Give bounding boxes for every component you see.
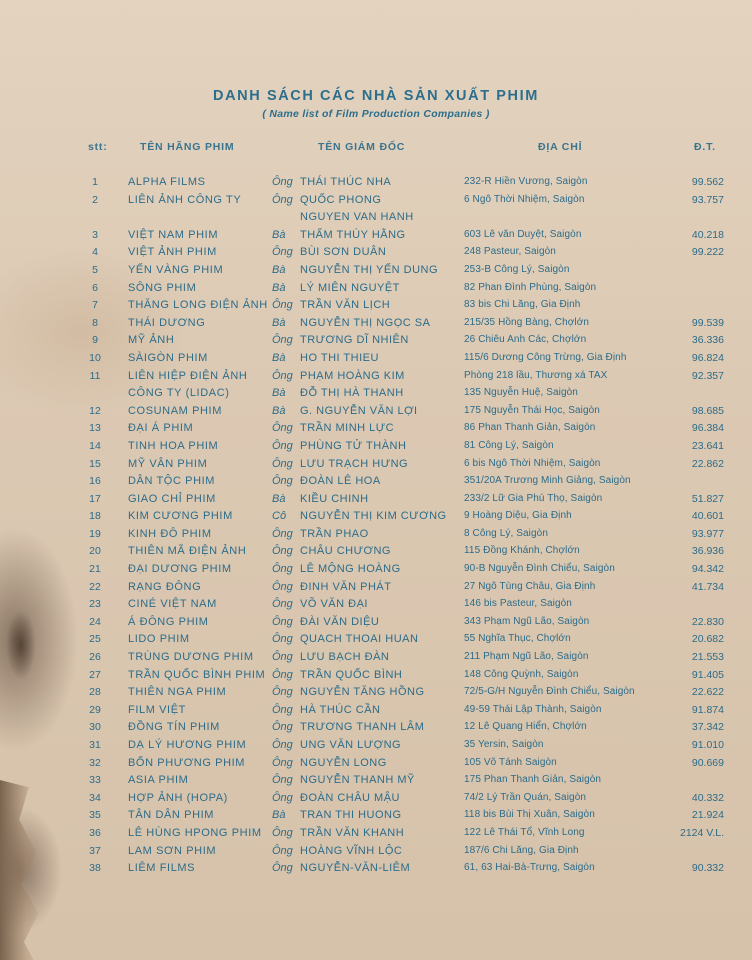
director-name: ĐỖ THỊ HÀ THANH — [300, 387, 404, 400]
table-row — [0, 317, 752, 335]
director-name: LƯU TRẠCH HƯNG — [300, 457, 409, 470]
company-name: LAM SƠN PHIM — [128, 844, 217, 857]
table-row — [0, 440, 752, 458]
company-name: KIM CƯƠNG PHIM — [128, 510, 233, 523]
phone-number: 40.218 — [691, 228, 724, 241]
address: 603 Lê văn Duyệt, Saigòn — [464, 228, 582, 240]
row-number: 16 — [89, 475, 101, 488]
company-name: ASIA PHIM — [128, 774, 189, 787]
director-title: Bà — [272, 492, 286, 505]
row-number: 26 — [89, 651, 101, 664]
phone-number: 93.977 — [691, 527, 724, 540]
company-name: DẠ LÝ HƯƠNG PHIM — [128, 739, 247, 751]
director-name: LƯU BẠCH ĐÀN — [300, 651, 390, 664]
header-stt: stt: — [88, 141, 108, 153]
director-name: TRƯƠNG THANH LÂM — [300, 721, 425, 734]
director-name: VÕ VĂN ĐẠI — [300, 598, 368, 611]
phone-number: 40.601 — [691, 510, 724, 523]
table-row — [0, 862, 752, 880]
director-title: Ông — [272, 791, 293, 804]
company-name: COSUNAM PHIM — [128, 404, 222, 417]
director-name: NGUYỄN-VĂN-LIÊM — [300, 862, 411, 875]
company-name: DÂN TỘC PHIM — [128, 475, 216, 488]
address: 146 bis Pasteur, Saigòn — [464, 598, 572, 610]
director-title: Bà — [272, 387, 286, 400]
row-number: 25 — [89, 633, 101, 646]
phone-number: 41.734 — [691, 580, 724, 593]
page-subtitle: ( Name list of Film Production Companies ) — [262, 108, 490, 120]
table-row — [0, 282, 752, 300]
director-title: Ông — [272, 580, 293, 593]
director-title: Ông — [272, 844, 293, 857]
row-number: 31 — [89, 739, 101, 751]
director-title: Ông — [272, 721, 293, 734]
director-name: ĐOÀN CHÂU MẬU — [300, 791, 401, 804]
phone-number: 98.685 — [691, 404, 724, 417]
row-number: 33 — [89, 774, 101, 787]
company-name: ĐẠI Á PHIM — [128, 422, 194, 435]
phone-number: 90.669 — [691, 756, 724, 769]
director-title: Ông — [272, 246, 293, 259]
director-title: Bà — [272, 281, 286, 294]
table-row — [0, 352, 752, 370]
director-name: TRẦN VĂN KHANH — [300, 826, 405, 839]
address: 105 Võ Tánh Saigòn — [464, 756, 557, 768]
company-name: Á ĐÔNG PHIM — [128, 615, 209, 628]
address: 122 Lê Thái Tổ, Vĩnh Long — [464, 826, 585, 838]
row-number: 37 — [89, 844, 101, 857]
table-row — [0, 387, 752, 405]
director-name: G. NGUYỄN VĂN LỢI — [300, 404, 418, 417]
phone-number: 2124 V.L. — [680, 826, 724, 839]
table-row — [0, 581, 752, 599]
address: 35 Yersin, Saigòn — [464, 739, 544, 750]
phone-number: 93.757 — [691, 193, 724, 206]
table-row — [0, 616, 752, 634]
phone-number: 91.874 — [691, 703, 724, 716]
address: 351/20A Trương Minh Giảng, Saigòn — [464, 475, 631, 487]
address: 81 Công Lý, Saigòn — [464, 439, 554, 451]
director-name: QUỐC PHONG — [300, 193, 382, 206]
table-row — [0, 493, 752, 511]
company-name: LIÊM FILMS — [128, 862, 196, 875]
phone-number: 21.924 — [691, 809, 724, 822]
table-row — [0, 528, 752, 546]
company-name: ALPHA FILMS — [128, 176, 206, 188]
company-name: LIDO PHIM — [128, 633, 190, 646]
row-number: 22 — [89, 580, 101, 593]
row-number: 2 — [92, 193, 98, 206]
address: 26 Chiêu Anh Các, Chợlớn — [464, 334, 587, 346]
phone-number: 21.553 — [691, 651, 724, 664]
director-name: ĐÀI VĂN DIỆU — [300, 615, 380, 628]
address: 115/6 Dương Công Trừng, Gia Định — [464, 351, 627, 363]
director-title: Ông — [272, 756, 293, 769]
row-number: 34 — [89, 791, 101, 804]
director-title: Ông — [272, 668, 293, 681]
director-title: Bà — [272, 263, 286, 276]
company-name: TINH HOA PHIM — [128, 439, 219, 452]
phone-number: 99.222 — [691, 246, 724, 259]
director-name: CHÂU CHƯƠNG — [300, 545, 391, 558]
phone-number: 94.342 — [691, 563, 724, 576]
table-row — [0, 792, 752, 810]
company-name: HỢP ẢNH (HOPA) — [128, 791, 228, 804]
phone-number: 92.357 — [691, 369, 724, 382]
address: 175 Phan Thanh Giản, Saigòn — [464, 774, 602, 786]
director-title: Ông — [272, 598, 293, 611]
company-name: MỸ VÂN PHIM — [128, 457, 208, 470]
address: 74/2 Lý Trần Quán, Saigòn — [464, 791, 587, 803]
company-name: THĂNG LONG ĐIỆN ẢNH — [128, 299, 268, 312]
phone-number: 36.336 — [691, 334, 724, 347]
table-row — [0, 176, 752, 194]
address: 115 Đồng Khánh, Chợlớn — [464, 545, 580, 557]
row-number: 30 — [89, 721, 101, 734]
phone-number: 37.342 — [691, 721, 724, 734]
row-number: 21 — [89, 563, 101, 576]
row-number: 13 — [89, 422, 101, 435]
director-name: NGUYỄN TĂNG HỒNG — [300, 686, 425, 699]
address: 211 Phạm Ngũ Lão, Saigòn — [464, 651, 589, 663]
company-name: TRÙNG DƯƠNG PHIM — [128, 651, 254, 664]
address: 49-59 Thái Lập Thành, Saigòn — [464, 703, 602, 715]
table-row — [0, 458, 752, 476]
row-number: 17 — [89, 492, 101, 505]
address: 187/6 Chi Lăng, Gia Định — [464, 844, 579, 856]
director-title: Ông — [272, 193, 293, 206]
address: 90-B Nguyễn Đình Chiểu, Saigòn — [464, 563, 615, 575]
table-row — [0, 563, 752, 581]
address: 253-B Công Lý, Saigòn — [464, 263, 570, 275]
address: Phòng 218 lầu, Thương xá TAX — [464, 369, 608, 381]
table-row — [0, 827, 752, 845]
phone-number: 99.539 — [691, 316, 724, 329]
address: 215/35 Hồng Bàng, Chợlớn — [464, 316, 590, 328]
director-title: Ông — [272, 422, 293, 435]
row-number: 23 — [89, 598, 101, 611]
phone-number: 91.010 — [691, 739, 724, 751]
director-title: Ông — [272, 527, 293, 540]
director-name: PHÙNG TỬ THÀNH — [300, 439, 407, 452]
table-row — [0, 774, 752, 792]
row-number: 38 — [89, 862, 101, 875]
company-name: ĐỒNG TÍN PHIM — [128, 721, 220, 734]
phone-number: 91.405 — [691, 668, 724, 681]
phone-number: 22.830 — [691, 615, 724, 628]
director-name: TRƯƠNG DĨ NHIÊN — [300, 334, 409, 347]
address: 118 bis Bùi Thị Xuân, Saigòn — [464, 809, 595, 821]
phone-number: 23.641 — [691, 439, 724, 452]
table-row — [0, 757, 752, 775]
header-address: ĐỊA CHỈ — [538, 141, 583, 153]
phone-number: 96.384 — [691, 422, 724, 435]
row-number: 1 — [92, 176, 98, 188]
company-name: TÂN DÂN PHIM — [128, 809, 215, 822]
director-title: Ông — [272, 774, 293, 787]
director-title: Ông — [272, 686, 293, 699]
director-name: THÁI THÚC NHA — [300, 176, 392, 188]
table-row — [0, 633, 752, 651]
director-name: LÝ MIÊN NGUYỆT — [300, 281, 400, 294]
address: 72/5-G/H Nguyễn Đình Chiểu, Saigòn — [464, 686, 635, 698]
row-number: 10 — [89, 351, 101, 364]
table-row — [0, 246, 752, 264]
phone-number: 22.622 — [691, 686, 724, 699]
table-row — [0, 510, 752, 528]
director-title: Ông — [272, 545, 293, 558]
director-title: Ông — [272, 862, 293, 875]
director-name: LÊ MỘNG HOÀNG — [300, 563, 401, 576]
director-name: ĐINH VĂN PHÁT — [300, 580, 392, 593]
table-row — [0, 422, 752, 440]
address: 55 Nghĩa Thục, Chợlớn — [464, 633, 571, 645]
address: 175 Nguyễn Thái Học, Saigòn — [464, 404, 600, 416]
director-name: QUACH THOAI HUAN — [300, 633, 419, 646]
table-row — [0, 299, 752, 317]
company-name: SÀIGÒN PHIM — [128, 351, 208, 364]
table-row — [0, 334, 752, 352]
table-row — [0, 264, 752, 282]
director-title: Bà — [272, 404, 286, 417]
table-row — [0, 405, 752, 423]
row-number: 5 — [92, 263, 98, 276]
company-name: CINÉ VIỆT NAM — [128, 598, 217, 611]
director-title: Ông — [272, 439, 293, 452]
address: 83 bis Chi Lăng, Gia Định — [464, 299, 581, 311]
table-row — [0, 721, 752, 739]
phone-number: 51.827 — [691, 492, 724, 505]
director-title: Ông — [272, 176, 293, 188]
table-row — [0, 598, 752, 616]
director-name: UNG VĂN LƯỢNG — [300, 739, 402, 751]
header-company: TÊN HÃNG PHIM — [140, 141, 235, 153]
address: 248 Pasteur, Saigòn — [464, 246, 556, 258]
phone-number: 22.862 — [691, 457, 724, 470]
row-number: 4 — [92, 246, 98, 259]
director-name: HÀ THÚC CẦN — [300, 703, 381, 716]
row-number: 29 — [89, 703, 101, 716]
address: 86 Phan Thanh Giản, Saigòn — [464, 422, 596, 434]
company-name: YẾN VÀNG PHIM — [128, 263, 224, 276]
director-name: TRẦN QUỐC BÌNH — [300, 668, 403, 681]
director-title: Bà — [272, 351, 286, 364]
row-number: 3 — [92, 228, 98, 241]
row-number: 27 — [89, 668, 101, 681]
address: 135 Nguyễn Huệ, Saigòn — [464, 387, 578, 399]
company-name: KINH ĐÔ PHIM — [128, 527, 212, 540]
table-row — [0, 651, 752, 669]
company-name: ĐẠI DƯƠNG PHIM — [128, 563, 232, 576]
company-name: BỐN PHƯƠNG PHIM — [128, 756, 246, 769]
address: 233/2 Lữ Gia Phú Thọ, Saigòn — [464, 492, 603, 504]
row-number: 35 — [89, 809, 101, 822]
row-number: 32 — [89, 756, 101, 769]
director-name: NGUYỄN LONG — [300, 756, 387, 769]
address: 6 bis Ngô Thời Nhiệm, Saigòn — [464, 457, 601, 469]
company-name: LIÊN ẢNH CÔNG TY — [128, 193, 242, 206]
row-number: 36 — [89, 826, 101, 839]
row-number: 6 — [92, 281, 98, 294]
company-name: THIÊN NGA PHIM — [128, 686, 227, 699]
company-name: THÁI DƯƠNG — [128, 316, 206, 329]
company-name: FILM VIỆT — [128, 703, 186, 716]
table-row — [0, 194, 752, 212]
row-number: 15 — [89, 457, 101, 470]
table-row — [0, 669, 752, 687]
row-number: 14 — [89, 439, 101, 452]
table-row — [0, 370, 752, 388]
row-number: 7 — [92, 299, 98, 312]
address: 12 Lê Quang Hiển, Chợlớn — [464, 721, 587, 733]
table-row — [0, 704, 752, 722]
director-title: Ông — [272, 334, 293, 347]
director-title: Ông — [272, 475, 293, 488]
company-name: THIÊN MÃ ĐIỆN ẢNH — [128, 545, 247, 558]
director-name: KIỀU CHINH — [300, 492, 369, 505]
address: 343 Phạm Ngũ Lão, Saigòn — [464, 615, 590, 627]
director-title: Ông — [272, 457, 293, 470]
company-name: TRẦN QUỐC BÌNH PHIM — [128, 668, 266, 681]
address: 82 Phan Đình Phùng, Saigòn — [464, 281, 597, 293]
company-name: LIÊN HIỆP ĐIỆN ẢNH — [128, 369, 248, 382]
table-row — [0, 739, 752, 757]
director-name: TRAN THI HUONG — [300, 809, 402, 822]
header-phone: Đ.T. — [694, 141, 716, 153]
header-director: TÊN GIÁM ĐỐC — [318, 141, 406, 153]
director-title: Ông — [272, 826, 293, 839]
director-title: Ông — [272, 703, 293, 716]
row-number: 20 — [89, 545, 101, 558]
address: 61, 63 Hai-Bà-Trưng, Saigòn — [464, 862, 595, 874]
director-title: Ông — [272, 563, 293, 576]
director-title: Ông — [272, 633, 293, 646]
director-name: NGUYỄN THANH MỸ — [300, 774, 415, 787]
director-title: Ông — [272, 369, 293, 382]
company-name: SÔNG PHIM — [128, 281, 197, 294]
director-title: Cô — [272, 510, 287, 523]
table-row — [0, 211, 752, 229]
director-name: TRẦN MINH LỰC — [300, 422, 395, 435]
company-name: MỸ ẢNH — [128, 334, 175, 347]
director-name: NGUYỄN THỊ NGỌC SA — [300, 316, 431, 329]
phone-number: 40.332 — [691, 791, 724, 804]
row-number: 18 — [89, 510, 101, 523]
table-row — [0, 845, 752, 863]
director-title: Ông — [272, 615, 293, 628]
table-row — [0, 686, 752, 704]
row-number: 12 — [89, 404, 101, 417]
address: 9 Hoàng Diệu, Gia Định — [464, 510, 572, 522]
row-number: 8 — [92, 316, 98, 329]
director-name: HO THI THIEU — [300, 351, 379, 364]
company-name: RẠNG ĐÔNG — [128, 580, 202, 593]
address: 148 Công Quỳnh, Saigòn — [464, 668, 579, 680]
company-table — [0, 176, 752, 880]
row-number: 11 — [89, 369, 101, 382]
director-title: Ông — [272, 739, 293, 751]
director-name: NGUYEN VAN HANH — [300, 211, 414, 224]
table-row — [0, 229, 752, 247]
address: 6 Ngô Thời Nhiệm, Saigòn — [464, 193, 585, 205]
address: 8 Công Lý, Saigòn — [464, 527, 548, 539]
director-title: Bà — [272, 316, 286, 329]
company-name: VIỆT NAM PHIM — [128, 228, 219, 241]
table-row — [0, 809, 752, 827]
director-title: Ông — [272, 299, 293, 312]
director-name: THẨM THÚY HẰNG — [300, 228, 406, 241]
director-title: Bà — [272, 228, 286, 241]
row-number: 28 — [89, 686, 101, 699]
director-title: Ông — [272, 651, 293, 664]
row-number: 24 — [89, 615, 101, 628]
address: 27 Ngô Tùng Châu, Gia Định — [464, 580, 596, 592]
company-name: LÊ HÙNG HPONG PHIM — [128, 826, 262, 839]
phone-number: 99.562 — [691, 176, 724, 188]
director-name: BÙI SƠN DUÂN — [300, 246, 387, 259]
director-title: Bà — [272, 809, 286, 822]
director-name: TRẦN PHAO — [300, 527, 369, 540]
table-row — [0, 475, 752, 493]
phone-number: 96.824 — [691, 351, 724, 364]
company-name: GIAO CHỈ PHIM — [128, 492, 216, 505]
phone-number: 20.682 — [691, 633, 724, 646]
row-number: 19 — [89, 527, 101, 540]
row-number: 9 — [92, 334, 98, 347]
table-header — [0, 141, 752, 157]
table-row — [0, 545, 752, 563]
director-name: PHẠM HOÀNG KIM — [300, 369, 405, 382]
director-name: NGUYỄN THỊ YẾN DUNG — [300, 263, 439, 276]
director-name: ĐOÀN LÊ HOA — [300, 475, 381, 488]
company-name: VIỆT ẢNH PHIM — [128, 246, 217, 259]
phone-number: 36.936 — [691, 545, 724, 558]
company-name: CÔNG TY (LIDAC) — [128, 387, 230, 400]
director-name: HOÀNG VĨNH LỘC — [300, 844, 403, 857]
page-title: DANH SÁCH CÁC NHÀ SẢN XUẤT PHIM — [213, 88, 539, 104]
address: 232-R Hiền Vương, Saigòn — [464, 176, 588, 187]
phone-number: 90.332 — [691, 862, 724, 875]
director-name: TRẦN VĂN LỊCH — [300, 299, 391, 312]
director-name: NGUYỄN THỊ KIM CƯƠNG — [300, 510, 447, 523]
